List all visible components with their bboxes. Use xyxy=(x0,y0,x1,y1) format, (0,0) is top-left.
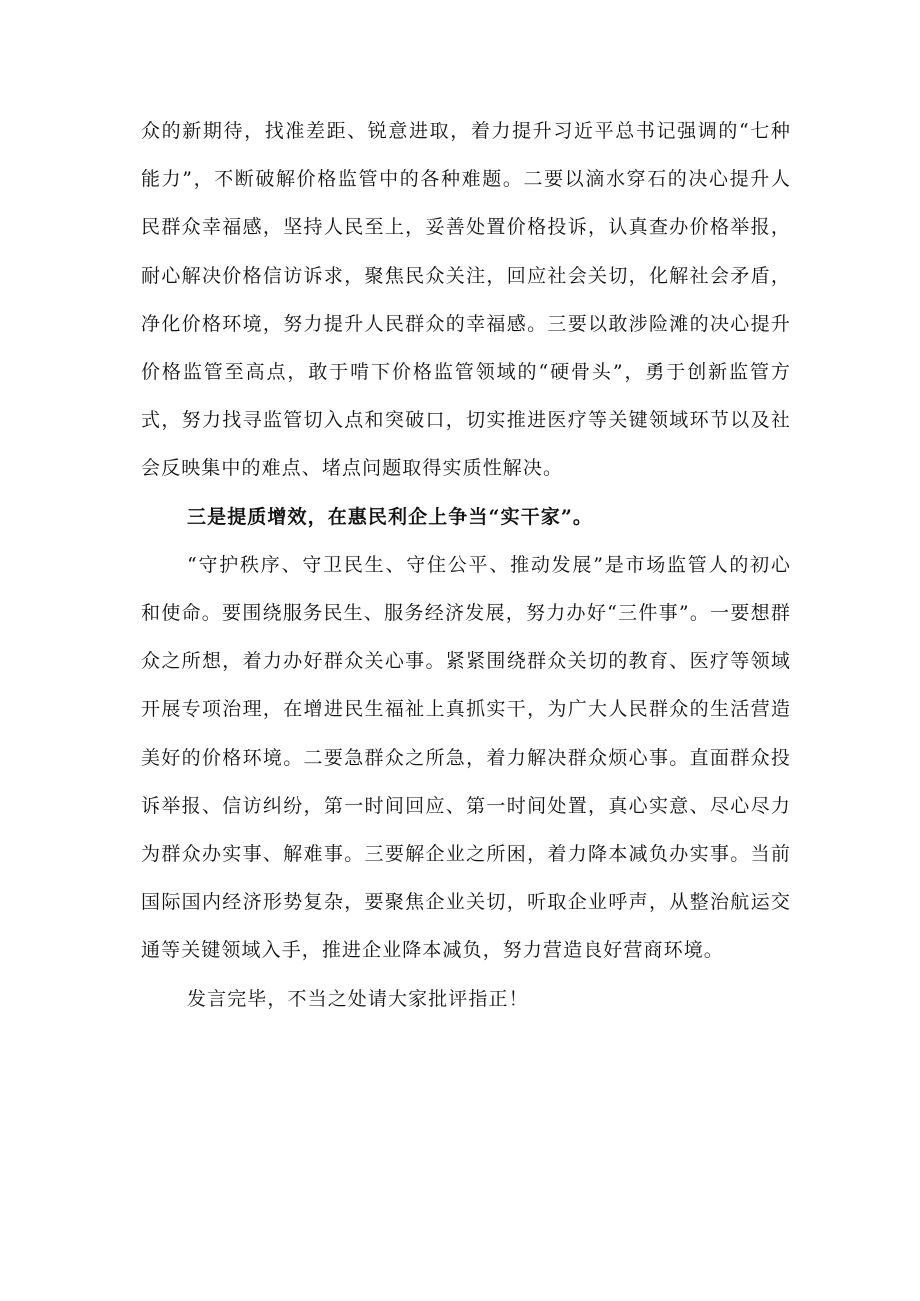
document-body xyxy=(141,107,791,1023)
closing-remark: 发言完毕，不当之处请大家批评指正！ xyxy=(187,987,529,1010)
body-paragraph-service: “守护秩序、守卫民生、守住公平、推动发展”是市场监管人的初心和使命。要围绕服务民生、服务经济发展，努力办好“三件事”。一要想群众之所想，着力办好群众关心事。紧紧围绕群众关切的教育、医疗等领域开展专项治理，在增进民生福祉上真抓实干，为广大人民群众的生活营造美好的价格环境。二要急群众之所急，着力解决群众烦心事。直面群众投诉举报、信访纠纷，第一时间回应、第一时间处置，真心实意、尽心尽力为群众办实事、解难事。三要解企业之所困，着力降本减负办实事。当前国际国内经济形势复杂，要聚焦企业关切，听取企业呼声，从整治航运交通等关键领域入手，推进企业降本减负，努力营造良好营商环境。 xyxy=(141,553,791,962)
body-paragraph-continuation: 众的新期待，找准差距、锐意进取，着力提升习近平总书记强调的“七种能力”，不断破解价格监管中的各种难题。二要以滴水穿石的决心提升人民群众幸福感，坚持人民至上，妥善处置价格投诉，认真查办价格举报，耐心解决价格信访诉求，聚焦民众关注，回应社会关切，化解社会矛盾，净化价格环境，努力提升人民群众的幸福感。三要以敢涉险滩的决心提升价格监管至高点，敢于啃下价格监管领域的“硬骨头”，勇于创新监管方式，努力找寻监管切入点和突破口，切实推进医疗等关键领域环节以及社会反映集中的难点、堵点问题取得实质性解决。 xyxy=(141,120,791,480)
section-heading-three: 三是提质增效，在惠民利企上争当“实干家”。 xyxy=(187,505,593,528)
